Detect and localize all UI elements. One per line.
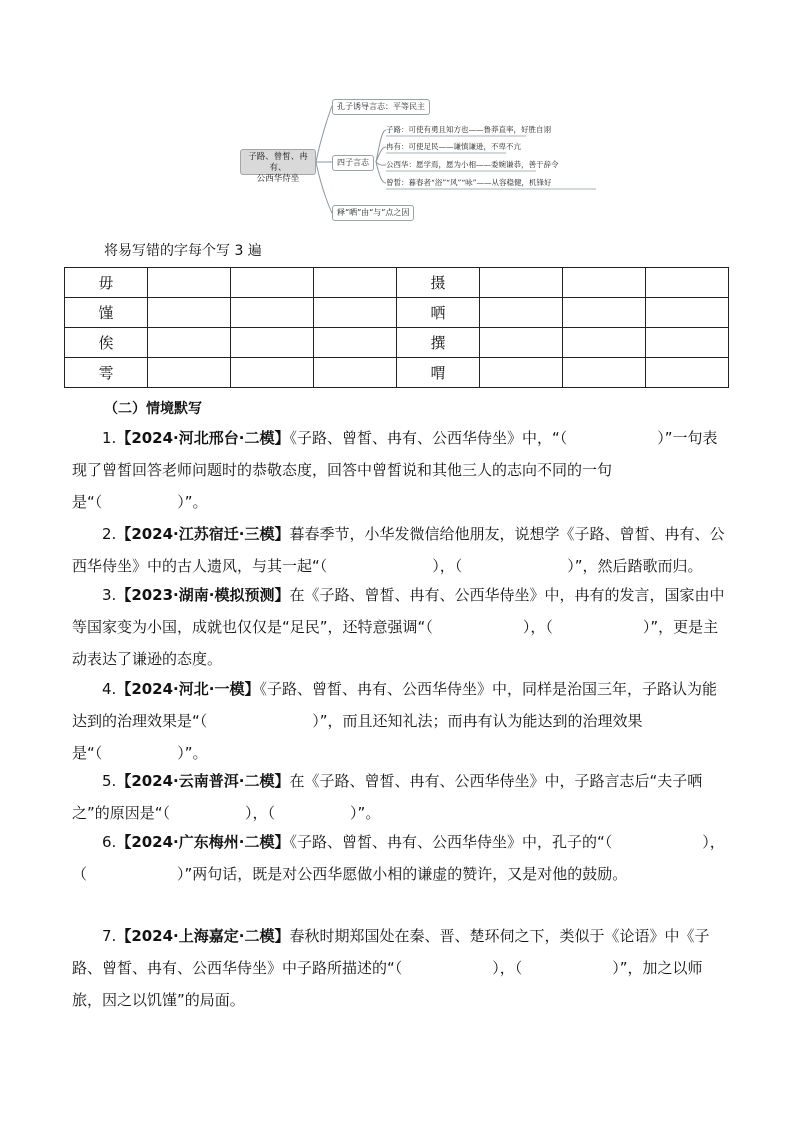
question-source: 【2024·上海嘉定·二模】 xyxy=(116,927,290,945)
question-3 xyxy=(72,579,728,675)
mind-map-leaf-ranyou: 冉有：可使足民——谦慎谦逊，不卑不亢 xyxy=(386,142,521,151)
question-number: 3. xyxy=(102,586,117,604)
writing-cell[interactable] xyxy=(148,358,231,388)
question-text: 在《子路、曾皙、冉有、公西华侍坐》中，子路言志后“夫子哂之”的原因是“（ ），（ ）”。 xyxy=(72,772,703,822)
practice-char: 毋 xyxy=(65,268,148,298)
question-number: 6. xyxy=(102,833,117,851)
question-4 xyxy=(72,673,728,769)
writing-cell[interactable] xyxy=(646,298,729,328)
question-2 xyxy=(72,518,728,582)
writing-cell[interactable] xyxy=(480,328,563,358)
question-number: 5. xyxy=(102,772,117,790)
question-5 xyxy=(72,765,728,829)
mind-map-branch-guide: 孔子诱导言志：平等民主 xyxy=(332,99,430,115)
practice-char: 摄 xyxy=(397,268,480,298)
writing-cell[interactable] xyxy=(563,268,646,298)
table-row xyxy=(65,268,729,298)
writing-cell[interactable] xyxy=(148,298,231,328)
question-text: 暮春季节，小华发微信给他朋友，说想学《子路、曾皙、冉有、公西华侍坐》中的古人遗风，与其一起“（ ），（ ）”，然后踏歌而归。 xyxy=(72,525,725,575)
writing-cell[interactable] xyxy=(314,298,397,328)
table-row xyxy=(65,298,729,328)
question-source: 【2024·河北邢台·二模】 xyxy=(116,429,290,447)
writing-cell[interactable] xyxy=(314,268,397,298)
question-6 xyxy=(72,826,728,890)
writing-cell[interactable] xyxy=(646,358,729,388)
writing-cell[interactable] xyxy=(563,328,646,358)
writing-cell[interactable] xyxy=(314,328,397,358)
table-row xyxy=(65,328,729,358)
writing-cell[interactable] xyxy=(231,358,314,388)
practice-instruction: 将易写错的字每个写 3 遍 xyxy=(104,243,262,259)
practice-char: 雩 xyxy=(65,358,148,388)
mind-map-branch-explanation: 释“哂”由“与”点之因 xyxy=(332,205,414,221)
writing-cell[interactable] xyxy=(480,298,563,328)
question-text: 《子路、曾皙、冉有、公西华侍坐》中，“（ ）”一句表现了曾皙回答老师问题时的恭敬态度，回答中曾皙说和其他三人的志向不同的一句是“（ ）”。 xyxy=(72,429,718,511)
mind-map-root-line1: 子路、曾皙、冉有、 xyxy=(248,152,308,173)
writing-cell[interactable] xyxy=(148,268,231,298)
mind-map-leaf-zengxi: 曾皙：暮春者“浴”“风”“咏”——从容稳健，机锋好 xyxy=(386,178,552,187)
mind-map-leaf-gongxihua: 公西华：愿学焉，愿为小相——委婉谦恭，善于辞令 xyxy=(386,160,559,169)
question-7 xyxy=(72,920,728,1016)
writing-cell[interactable] xyxy=(563,298,646,328)
writing-cell[interactable] xyxy=(148,328,231,358)
writing-cell[interactable] xyxy=(646,328,729,358)
section-title: （二）情境默写 xyxy=(104,401,202,417)
writing-cell[interactable] xyxy=(231,328,314,358)
question-source: 【2024·广东梅州·二模】 xyxy=(116,833,290,851)
character-practice-table xyxy=(64,267,729,388)
practice-char: 喟 xyxy=(397,358,480,388)
question-source: 【2024·江苏宿迁·三模】 xyxy=(116,525,290,543)
question-source: 【2024·云南普洱·二模】 xyxy=(116,772,290,790)
question-text: 在《子路、曾皙、冉有、公西华侍坐》中，冉有的发言，国家由中等国家变为小国，成就也仅仅是“足民”，还特意强调“（ ），（ ）”，更是主动表达了谦逊的态度。 xyxy=(72,586,725,668)
question-1 xyxy=(72,422,728,518)
mind-map-root-line2: 公西华侍坐 xyxy=(256,174,300,184)
practice-char: 撰 xyxy=(397,328,480,358)
mind-map-leaf-zilu: 子路：可使有勇且知方也——鲁莽直率，好胜自诩 xyxy=(386,125,551,134)
practice-char: 馑 xyxy=(65,298,148,328)
question-text: 《子路、曾皙、冉有、公西华侍坐》中，同样是治国三年，子路认为能达到的治理效果是“（ ）”，而且还知礼法；而冉有认为能达到的治理效果是“（ ）”。 xyxy=(72,680,717,762)
writing-cell[interactable] xyxy=(480,268,563,298)
question-text: 春秋时期郑国处在秦、晋、楚环伺之下，类似于《论语》中《子路、曾皙、冉有、公西华侍坐》中子路所描述的“（ ），（ ）”，加之以师旅，因之以饥馑”的局面。 xyxy=(72,927,710,1009)
writing-cell[interactable] xyxy=(563,358,646,388)
mind-map-root xyxy=(240,149,316,184)
question-number: 1. xyxy=(102,429,117,447)
writing-cell[interactable] xyxy=(231,268,314,298)
writing-cell[interactable] xyxy=(480,358,563,388)
mind-map xyxy=(236,92,604,226)
question-number: 2. xyxy=(102,525,117,543)
practice-char: 哂 xyxy=(397,298,480,328)
table-row xyxy=(65,358,729,388)
question-number: 4. xyxy=(102,680,117,698)
question-text: 《子路、曾皙、冉有、公西华侍坐》中，孔子的“（ ），（ ）”两句话，既是对公西华愿做小相的谦虚的赞许，又是对他的鼓励。 xyxy=(72,833,725,883)
writing-cell[interactable] xyxy=(646,268,729,298)
mind-map-branch-aspirations: 四子言志 xyxy=(332,155,374,171)
writing-cell[interactable] xyxy=(231,298,314,328)
question-number: 7. xyxy=(102,927,117,945)
writing-cell[interactable] xyxy=(314,358,397,388)
question-source: 【2024·河北·一模】 xyxy=(116,680,260,698)
question-source: 【2023·湖南·模拟预测】 xyxy=(116,586,290,604)
practice-char: 俟 xyxy=(65,328,148,358)
